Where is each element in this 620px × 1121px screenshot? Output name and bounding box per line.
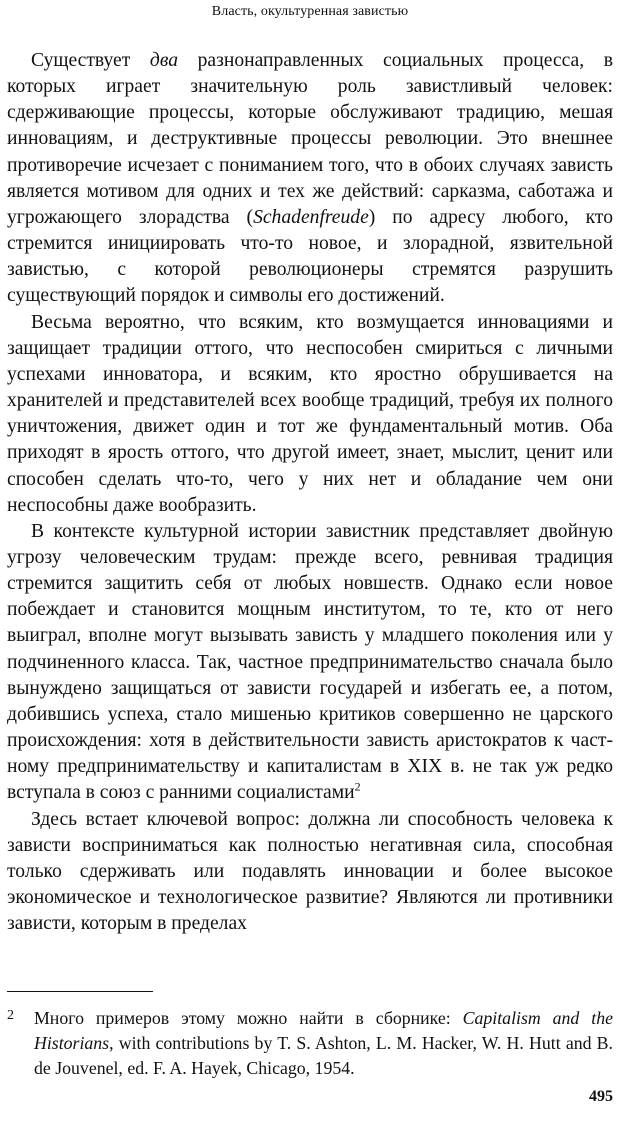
emphasis-two: два bbox=[149, 50, 178, 71]
emphasis-schadenfreude: Schadenfreude bbox=[253, 206, 369, 228]
footnote-text-start: Много примеров этому можно найти в сборнике: bbox=[34, 1008, 463, 1028]
footnote-book-title: Capitalism and the Historians bbox=[34, 1008, 613, 1053]
footnote-number: 2 bbox=[7, 1008, 14, 1023]
paragraph-1-start: Существует bbox=[31, 50, 150, 71]
paragraph-2: Весьма вероятно, что всяким, кто возмущается инновациями и защищает традиции оттого, что неспособен смириться с личными успехами инноватора, и всяким, кто яростно обрушивается на хранителей и представителей всех вообще традиций, требуя их полного уничтожения, движет один и тот же фундаментальный мотив. Оба приходят в ярость оттого, что другой имеет, знает, мыслит, ценит или способен сделать что-то, чего у них нет и обладание чем они неспособны даже вообразить. bbox=[7, 311, 613, 516]
footnote-ref[interactable]: 2 bbox=[354, 779, 361, 794]
paragraph-1-end: ) по адресу любого, кто стремится инициировать что-то новое, и злорадной, язвительной завистью, с которой революционеры стремятся разрушить существующий порядок и символы его достижений. bbox=[7, 206, 613, 307]
paragraph-3 bbox=[7, 519, 613, 807]
footnote bbox=[7, 1006, 613, 1081]
paragraph-3-text: В контексте культурной истории завистник представляет двойную угрозу человеческим трудам: прежде всего, ревнивая традиция стремится защитить себя от любых новшеств. Однако если новое побеждает и становится мощным институтом, то те, кто от него выиграл, вполне могут вызывать зависть у младшего поколения или у подчиненного класса. Так, частное предпринимательство сначала было вынуждено защищаться от зависти государей и избегать ее, а потом, добившись успеха, стало мишенью критиков совершенно не царского происхождения: хотя в действительности зависть аристократов к частному предпринимательству и капиталистам в XIX в. не так уж редко вступала в союз с ранними социалистами bbox=[7, 520, 613, 804]
paragraph-1-middle: разнонаправленных социальных процесса, в которых играет значительную роль завистливый человек: сдерживающие процессы, которые обслуживают традицию, мешая инновациям, и деструктивные процессы революции. Это внешнее противоречие исчезает с пониманием того, что в обоих случаях зависть является мотивом для одних и тех же действий: сарказма, саботажа и угрожающего злорадства ( bbox=[7, 50, 613, 228]
paragraph-1 bbox=[7, 48, 613, 310]
page-number: 495 bbox=[589, 1088, 613, 1105]
body-text bbox=[7, 48, 613, 937]
footnote-text-end: , with contributions by T. S. Ashton, L. M. Hacker, W. H. Hutt and B. de Jouvenel, ed. F. A. Hayek, Chicago, 1954. bbox=[34, 1033, 613, 1078]
running-head: Власть, окультуренная завистью bbox=[211, 4, 409, 19]
footnote-text bbox=[34, 1006, 613, 1081]
paragraph-4: Здесь встает ключевой вопрос: должна ли способность человека к зависти восприниматься как полностью негативная сила, способная только сдерживать или подавлять инновации и более высокое экономическое и технологическое развитие? Являются ли противники зависти, которым в пределах bbox=[7, 808, 613, 935]
footnote-divider bbox=[7, 991, 153, 992]
